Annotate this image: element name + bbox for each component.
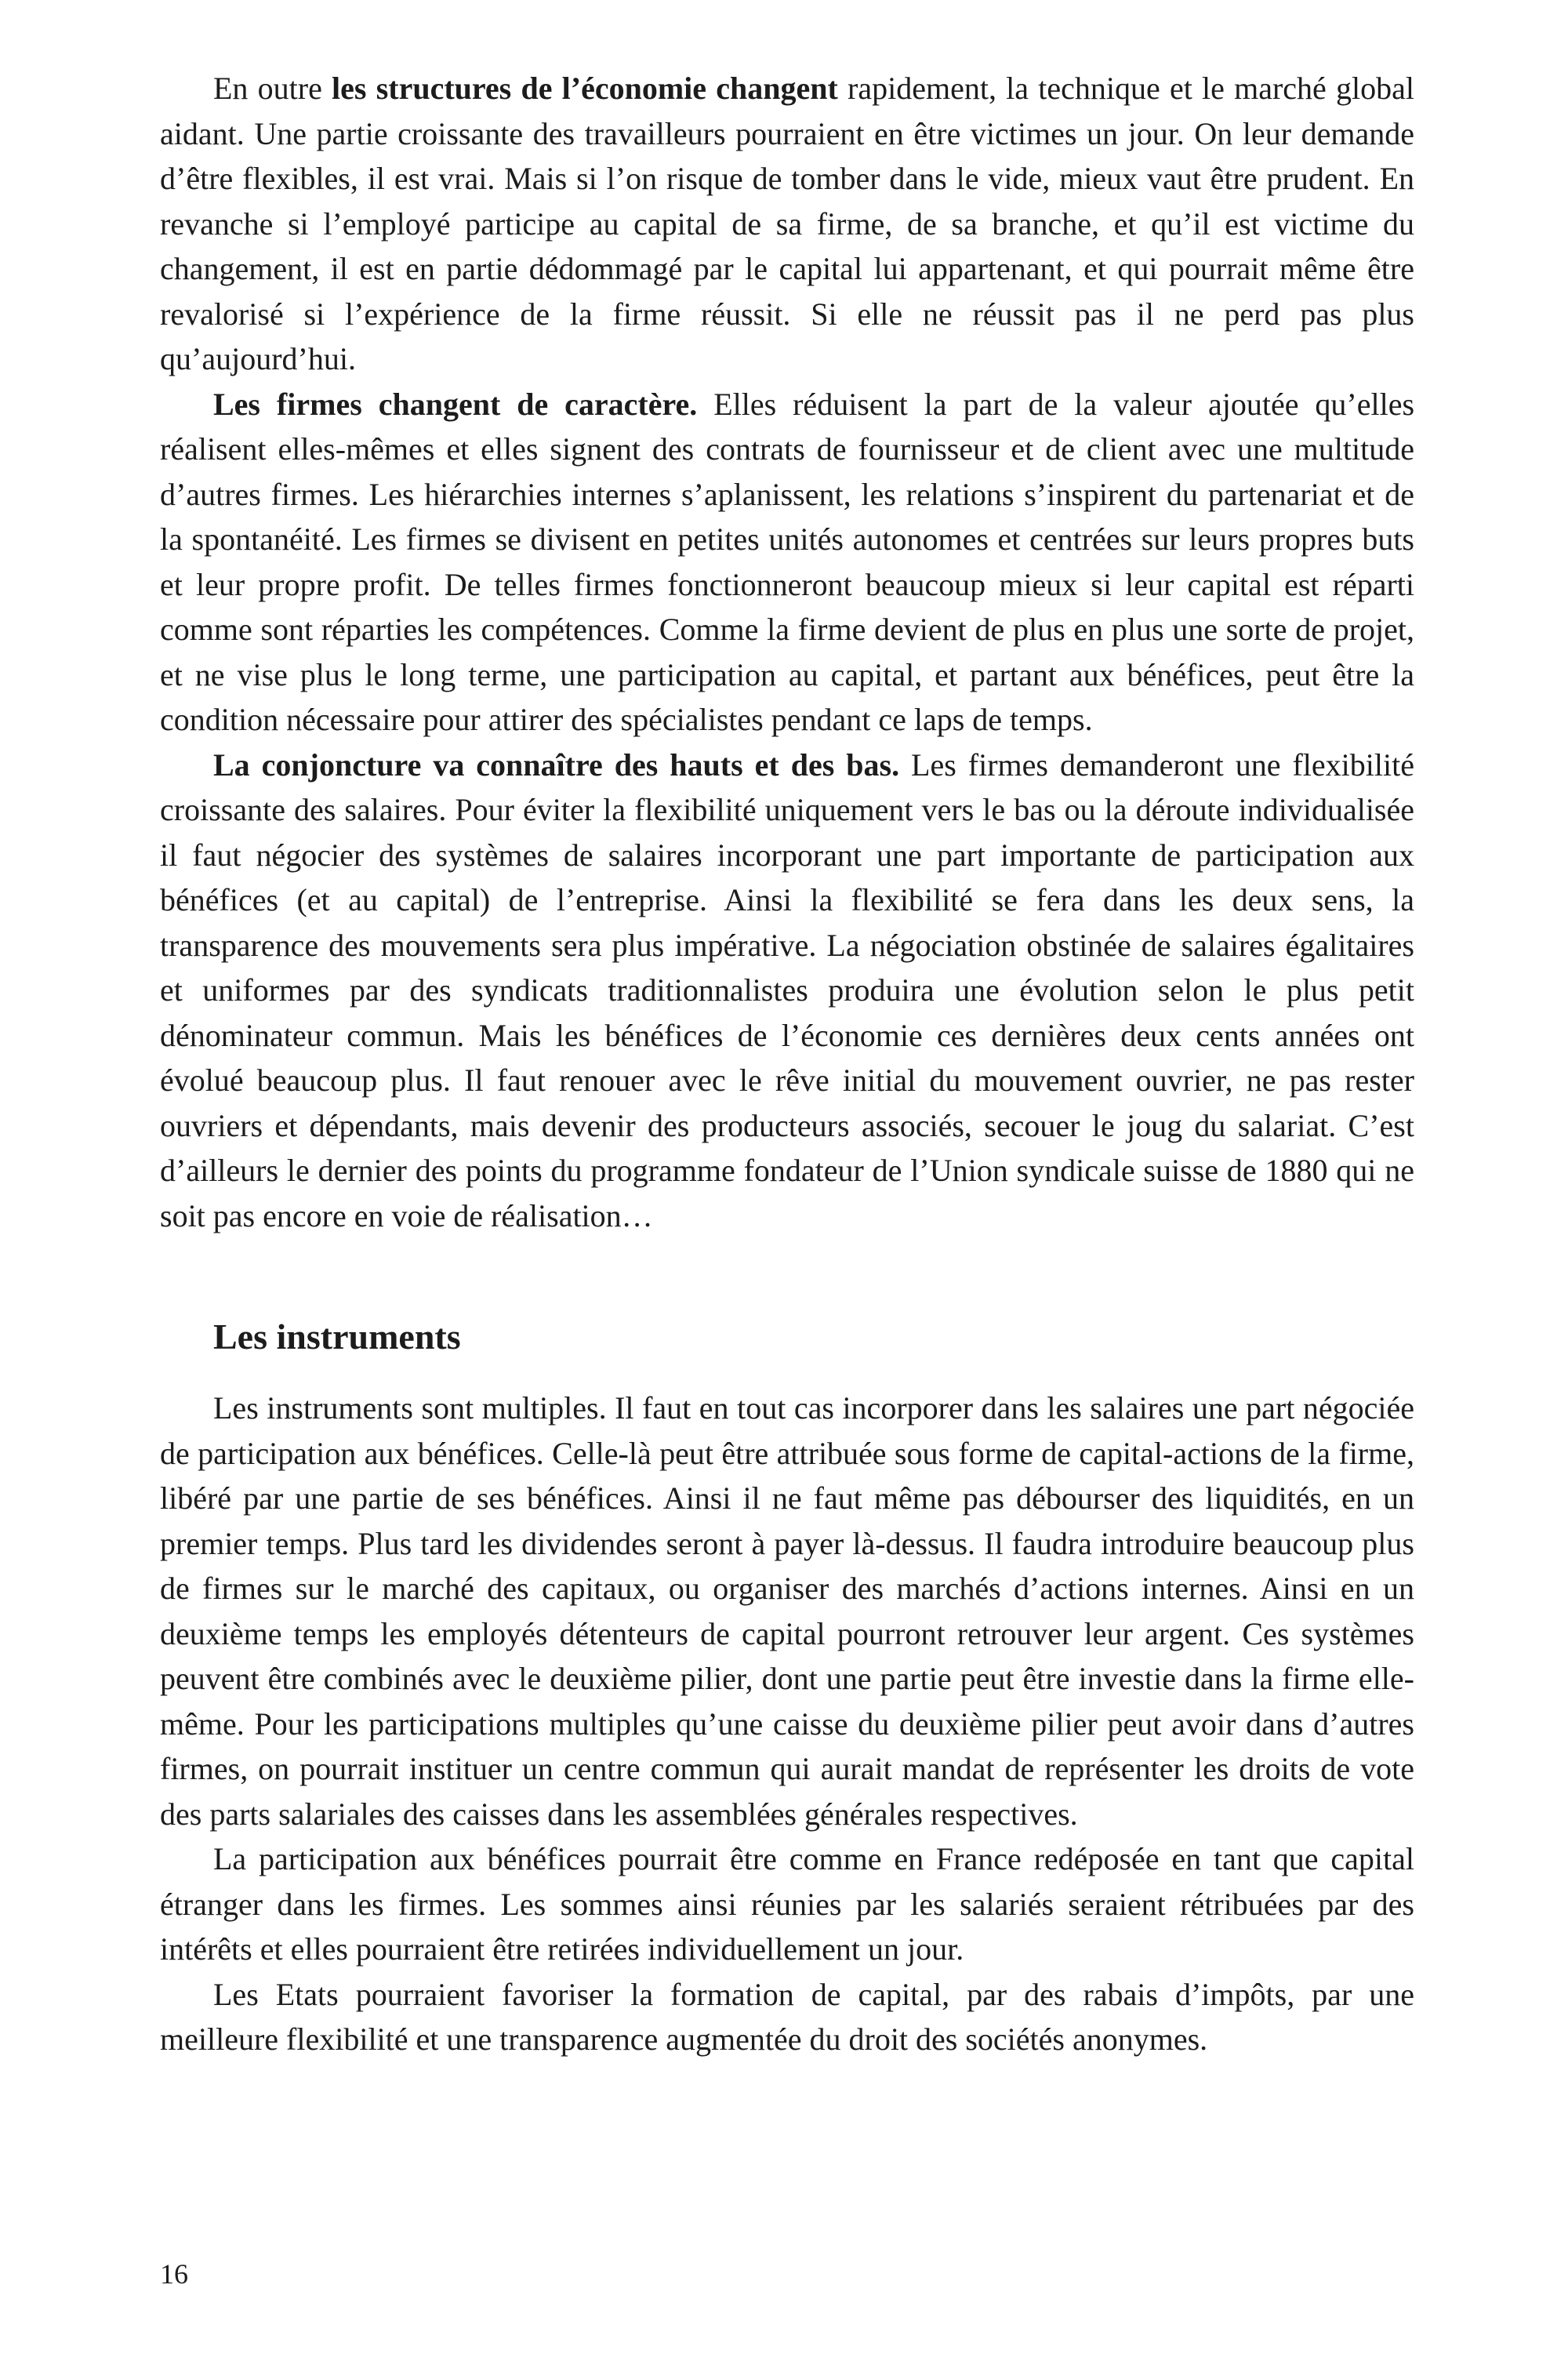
- paragraph-firmes-changent: [160, 382, 1414, 743]
- page-text-block: [160, 66, 1414, 2062]
- paragraph-body: Les firmes demanderont une flexibilité croissante des salaires. Pour éviter la flexibilité uniquement vers le bas ou la déroute individualisée il faut négocier des systèmes de salaires incorporant une part importante de participation aux bénéfices (et au capital) de l’entreprise. Ainsi la flexibilité se fera dans les deux sens, la transparence des mouvements sera plus impérative. La négociation obstinée de salaires égalitaires et uniformes par des syndicats traditionnalistes produira une évolution selon le plus petit dénominateur commun. Mais les bénéfices de l’économie ces dernières deux cents années ont évolué beaucoup plus. Il faut renouer avec le rêve initial du mouvement ouvrier, ne pas rester ouvriers et dépendants, mais devenir des producteurs associés, secouer le joug du salariat. C’est d’ailleurs le dernier des points du programme fondateur de l’Union syndicale suisse de 1880 qui ne soit pas encore en voie de réalisation…: [160, 746, 1414, 1233]
- paragraph-conjoncture: [160, 743, 1414, 1239]
- bold-phrase: La conjoncture va connaître des hauts et des bas.: [213, 746, 900, 783]
- bold-phrase: les structures de l’économie changent: [332, 71, 838, 106]
- paragraph-body: Elles réduisent la part de la valeur ajoutée qu’elles réalisent elles-mêmes et elles signent des contrats de fournisseur et de client avec une multitude d’autres firmes. Les hiérarchies internes s’aplanissent, les relations s’inspirent du partenariat et de la spontanéité. Les firmes se divisent en petites unités autonomes et centrées sur leurs propres buts et leur propre profit. De telles firmes fonctionneront beaucoup mieux si leur capital est réparti comme sont réparties les compétences. Comme la firme devient de plus en plus une sorte de projet, et ne vise plus le long terme, une participation au capital, et partant aux bénéfices, peut être la condition nécessaire pour attirer des spécialistes pendant ce laps de temps.: [160, 386, 1415, 737]
- bold-phrase: Les firmes changent de caractère.: [213, 386, 698, 422]
- paragraph-structures-economie: [160, 66, 1414, 382]
- paragraph-etats: Les Etats pourraient favoriser la formation de capital, par des rabais d’impôts, par une meilleure flexibilité et une transparence augmentée du droit des sociétés anonymes.: [160, 1976, 1414, 2057]
- paragraph-participation-benefices: La participation aux bénéfices pourrait être comme en France redéposée en tant que capital étranger dans les firmes. Les sommes ainsi réunies par les salariés seraient rétribuées par des intérêts et elles pourraient être retirées individuellement un jour.: [160, 1841, 1414, 1967]
- paragraph-instruments: Les instruments sont multiples. Il faut en tout cas incorporer dans les salaires une part négociée de participation aux bénéfices. Celle-là peut être attribuée sous forme de capital-actions de la firme, libéré par une partie de ses bénéfices. Ainsi il ne faut même pas débourser des liquidités, en un premier temps. Plus tard les dividendes seront à payer là-dessus. Il faudra introduire beaucoup plus de firmes sur le marché des capitaux, ou organiser des marchés d’actions internes. Ainsi en un deuxième temps les employés détenteurs de capital pourront retrouver leur argent. Ces systèmes peuvent être combinés avec le deuxième pilier, dont une partie peut être investie dans la firme elle-même. Pour les participations multiples qu’une caisse du deuxième pilier peut avoir dans d’autres firmes, on pourrait instituer un centre commun qui aurait mandat de représenter les droits de vote des parts salariales des caisses dans les assemblées générales respectives.: [160, 1390, 1414, 1832]
- paragraph-lead: En outre: [213, 71, 332, 106]
- paragraph-body: rapidement, la technique et le marché global aidant. Une partie croissante des travailleurs pourraient en être victimes un jour. On leur demande d’être flexibles, il est vrai. Mais si l’on risque de tomber dans le vide, mieux vaut être prudent. En revanche si l’employé participe au capital de sa firme, de sa branche, et qu’il est victime du changement, il est en partie dédommagé par le capital lui appartenant, et qui pourrait même être revalorisé si l’expérience de la firme réussit. Si elle ne réussit pas il ne perd pas plus qu’aujourd’hui.: [160, 71, 1414, 376]
- page-number: 16: [160, 2258, 188, 2290]
- section-title: Les instruments: [213, 1317, 461, 1357]
